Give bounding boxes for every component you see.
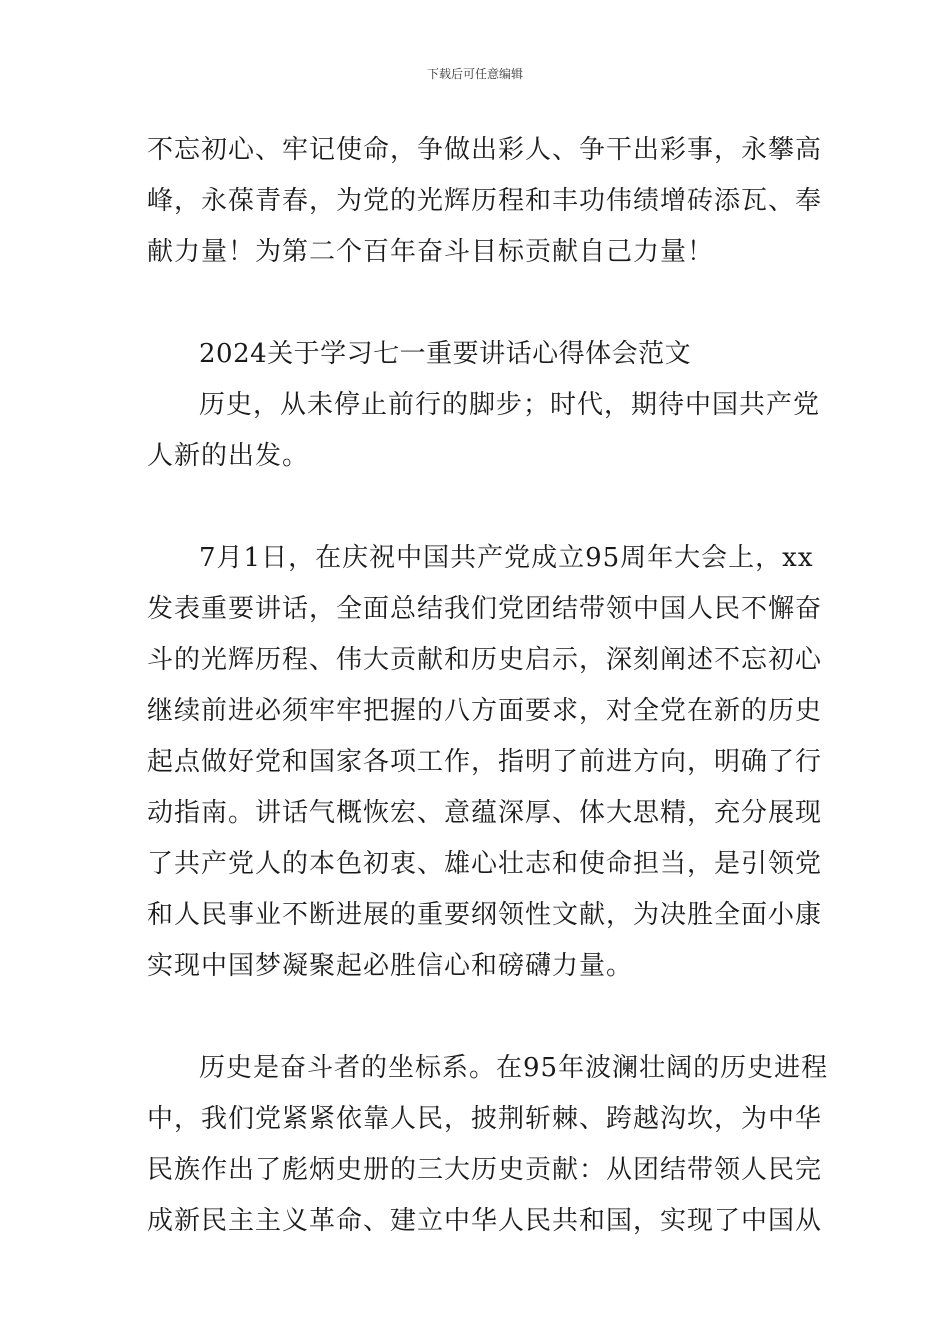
- document-title: 2024关于学习七一重要讲话心得体会范文: [199, 339, 692, 369]
- paragraph-3-line: 动指南。讲话气概恢宏、意蕴深厚、体大思精，充分展现: [147, 798, 823, 828]
- paragraph-3: [147, 533, 823, 992]
- paragraph-4-line: 成新民主主义革命、建立中华人民共和国，实现了中国从: [147, 1206, 823, 1236]
- paragraph-1-line: 献力量！为第二个百年奋斗目标贡献自己力量！: [147, 237, 715, 267]
- paragraph-2-line: 历史，从未停止前行的脚步；时代，期待中国共产党: [199, 390, 821, 420]
- paragraph-4-line: 民族作出了彪炳史册的三大历史贡献：从团结带领人民完: [147, 1155, 823, 1185]
- paragraph-3-line: 起点做好党和国家各项工作，指明了前进方向，明确了行: [147, 747, 823, 777]
- paragraph-3-line: 继续前进必须牢牢把握的八方面要求，对全党在新的历史: [147, 696, 823, 726]
- paragraph-2: [147, 380, 821, 482]
- paragraph-1: [147, 125, 823, 278]
- paragraph-gap: [147, 992, 807, 1043]
- paragraph-3-line: 实现中国梦凝聚起必胜信心和磅礴力量。: [147, 951, 634, 981]
- paragraph-gap: [147, 278, 807, 329]
- paragraph-1-line: 峰，永葆青春，为党的光辉历程和丰功伟绩增砖添瓦、奉: [147, 186, 823, 216]
- paragraph-3-line: 斗的光辉历程、伟大贡献和历史启示，深刻阐述不忘初心: [147, 645, 823, 675]
- paragraph-4: [147, 1043, 829, 1247]
- paragraph-2-line: 人新的出发。: [147, 441, 310, 471]
- paragraph-3-line: 和人民事业不断进展的重要纲领性文献，为决胜全面小康: [147, 900, 823, 930]
- paragraph-3-line: 发表重要讲话，全面总结我们党团结带领中国人民不懈奋: [147, 594, 823, 624]
- paragraph-3-line: 了共产党人的本色初衷、雄心壮志和使命担当，是引领党: [147, 849, 823, 879]
- paragraph-gap: [147, 482, 807, 533]
- paragraph-1-line: 不忘初心、牢记使命，争做出彩人、争干出彩事，永攀高: [147, 135, 823, 165]
- page-header: 下载后可任意编辑: [426, 67, 523, 81]
- paragraph-4-line: 中，我们党紧紧依靠人民，披荆斩棘、跨越沟坎，为中华: [147, 1104, 823, 1134]
- paragraph-4-line: 历史是奋斗者的坐标系。在95年波澜壮阔的历史进程: [199, 1053, 829, 1083]
- document-body: [147, 125, 829, 1247]
- paragraph-3-line: 7月1日，在庆祝中国共产党成立95周年大会上，xx: [199, 543, 814, 573]
